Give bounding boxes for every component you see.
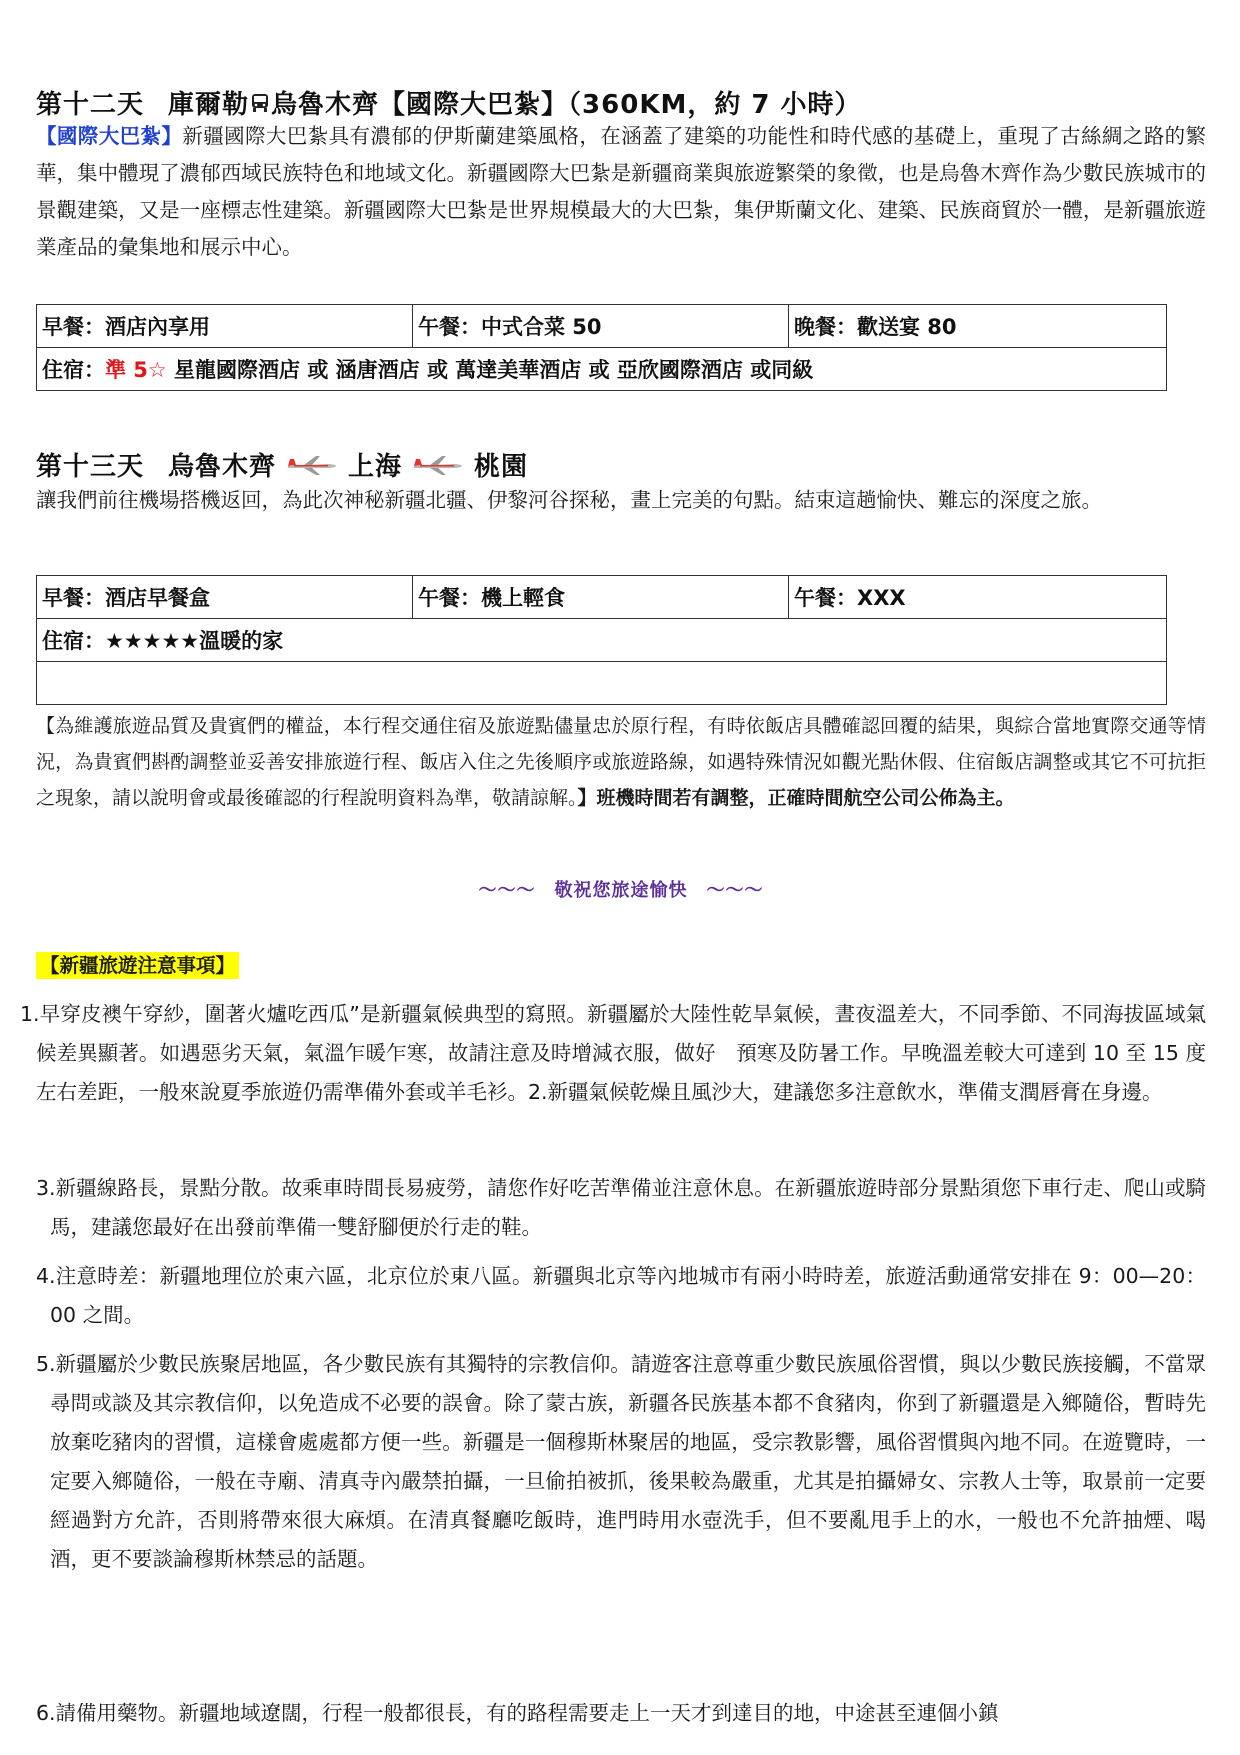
day12-distance: （360KM，約 7 小時） [568, 90, 862, 120]
day13-mid: 上海 [348, 452, 403, 482]
tip-item-5: 5.新疆屬於少數民族聚居地區，各少數民族有其獨特的宗教信仰。請遊客注意尊重少數民族風俗習慣，與以少數民族接觸，不當眾尋問或談及其宗教信仰，以免造成不必要的誤會。除了蒙古族，新疆各民族基本都不食豬肉，你到了新疆還是入鄉隨俗，暫時先放棄吃豬肉的習慣，這樣會處處都方便一些。新疆是一個穆斯林聚居的地區，受宗教影響，風俗習慣與內地不同。在遊覽時，一定要入鄉隨俗，一般在寺廟、清真寺內嚴禁拍攝，一旦偷拍被抓，後果較為嚴重，尤其是拍攝婦女、宗教人士等，取景前一定要經過對方允許，否則將帶來很大麻煩。在清真餐廳吃飯時，進門時用水壺洗手，但不要亂甩手上的水，一般也不允許抽煙、喝酒，更不要談論穆斯林禁忌的話題。 [36, 1352, 1206, 1571]
tip-item-4: 4.注意時差：新疆地理位於東六區，北京位於東八區。新疆與北京等內地城市有兩小時時差，旅遊活動通常安排在 9：00—20：00 之間。 [36, 1264, 1206, 1327]
day12-stay-hotels: 星龍國際酒店 或 涵唐酒店 或 萬達美華酒店 或 亞欣國際酒店 或同級 [166, 358, 814, 382]
day12-stay-label: 住宿： [42, 358, 105, 382]
day13-accommodation: 住宿：★★★★★溫暖的家 [37, 619, 1167, 662]
day13-label: 第十三天 [36, 452, 145, 482]
wish-line: ～～～ 敬祝您旅途愉快 ～～～ [478, 880, 764, 901]
itinerary-notice [36, 708, 1206, 816]
tip-item-3: 3.新疆線路長，景點分散。故乘車時間長易疲勞，請您作好吃苦準備並注意休息。在新疆旅遊時部分景點須您下車行走、爬山或騎馬，建議您最好在出發前準備一雙舒腳便於行走的鞋。 [36, 1176, 1206, 1239]
day12-title [36, 84, 862, 121]
tip-item-6: 6.請備用藥物。新疆地域遼闊，行程一般都很長，有的路程需要走上一天才到達目的地，中途甚至連個小鎮 [36, 1701, 999, 1725]
tips-heading [36, 950, 239, 978]
day12-lunch: 午餐：中式合菜 50 [413, 305, 789, 348]
tip-item-1-text: 1.早穿皮襖午穿紗，圍著火爐吃西瓜”是新疆氣候典型的寫照。新疆屬於大陸性乾旱氣候，晝夜溫差大，不同季節、不同海拔區域氣候差異顯著。如遇惡劣天氣，氣溫乍暖乍寒，故請注意及時增減衣服，做好 預寒及防暑工作。早晚溫差較大可達到 10 至 15 度左右差距，一般來說夏季旅遊仍需準備外套或羊毛衫。2.新疆氣候乾燥且風沙大，建議您多注意飲水，準備支潤唇膏在身邊。 [20, 1002, 1206, 1104]
day13-to: 桃園 [474, 452, 529, 482]
day12-stay-rating: 準 5☆ [105, 358, 167, 382]
day13-title [36, 446, 528, 483]
day13-description: 讓我們前往機場搭機返回，為此次神秘新疆北疆、伊黎河谷探秘，畫上完美的句點。結束這趟愉快、難忘的深度之旅。 [36, 488, 1102, 512]
day13-meal-table [36, 575, 1167, 705]
notice-text: 【為維護旅遊品質及貴賓們的權益，本行程交通住宿及旅遊點儘量忠於原行程，有時依飯店具體確認回覆的結果，與綜合當地實際交通等情況，為貴賓們斟酌調整並妥善安排旅遊行程、飯店入住之先後順序或旅遊路線，如遇特殊情況如觀光點休假、住宿飯店調整或其它不可抗拒之現象，請以說明會或最後確認的行程說明資料為準，敬請諒解。 [36, 715, 1206, 809]
day13-empty-row [37, 662, 1167, 705]
day12-breakfast: 早餐：酒店內享用 [37, 305, 413, 348]
day12-label: 第十二天 [36, 90, 145, 120]
day12-from: 庫爾勒 [168, 90, 250, 120]
day12-description-tag: 【國際大巴紮】 [36, 124, 183, 148]
day12-dinner: 晚餐：歡送宴 80 [789, 305, 1167, 348]
day13-lunch: 午餐：機上輕食 [413, 576, 789, 619]
airplane-icon [286, 453, 338, 477]
tips-heading-text: 【新疆旅遊注意事項】 [36, 952, 239, 979]
day12-description [36, 118, 1206, 266]
day12-meal-table [36, 304, 1167, 391]
tip-item-1 [20, 995, 1206, 1112]
day12-description-text: 新疆國際大巴紮具有濃郁的伊斯蘭建築風格，在涵蓋了建築的功能性和時代感的基礎上，重現了古絲綢之路的繁華，集中體現了濃郁西域民族特色和地域文化。新疆國際大巴紮是新疆商業與旅遊繁榮的象徵，也是烏魯木齊作為少數民族城市的景觀建築，又是一座標志性建築。新疆國際大巴紮是世界規模最大的大巴紮，集伊斯蘭文化、建築、民族商貿於一體，是新疆旅遊業產品的彙集地和展示中心。 [36, 124, 1207, 259]
day13-from: 烏魯木齊 [168, 452, 277, 482]
day12-route: 烏魯木齊【國際大巴紮】 [271, 90, 569, 120]
day13-breakfast: 早餐：酒店早餐盒 [37, 576, 413, 619]
day12-accommodation [37, 348, 1167, 391]
day13-dinner: 午餐：XXX [789, 576, 1167, 619]
airplane-icon [412, 453, 464, 477]
bus-icon [250, 92, 270, 114]
notice-bold-text: 】班機時間若有調整，正確時間航空公司公佈為主。 [577, 787, 1015, 809]
